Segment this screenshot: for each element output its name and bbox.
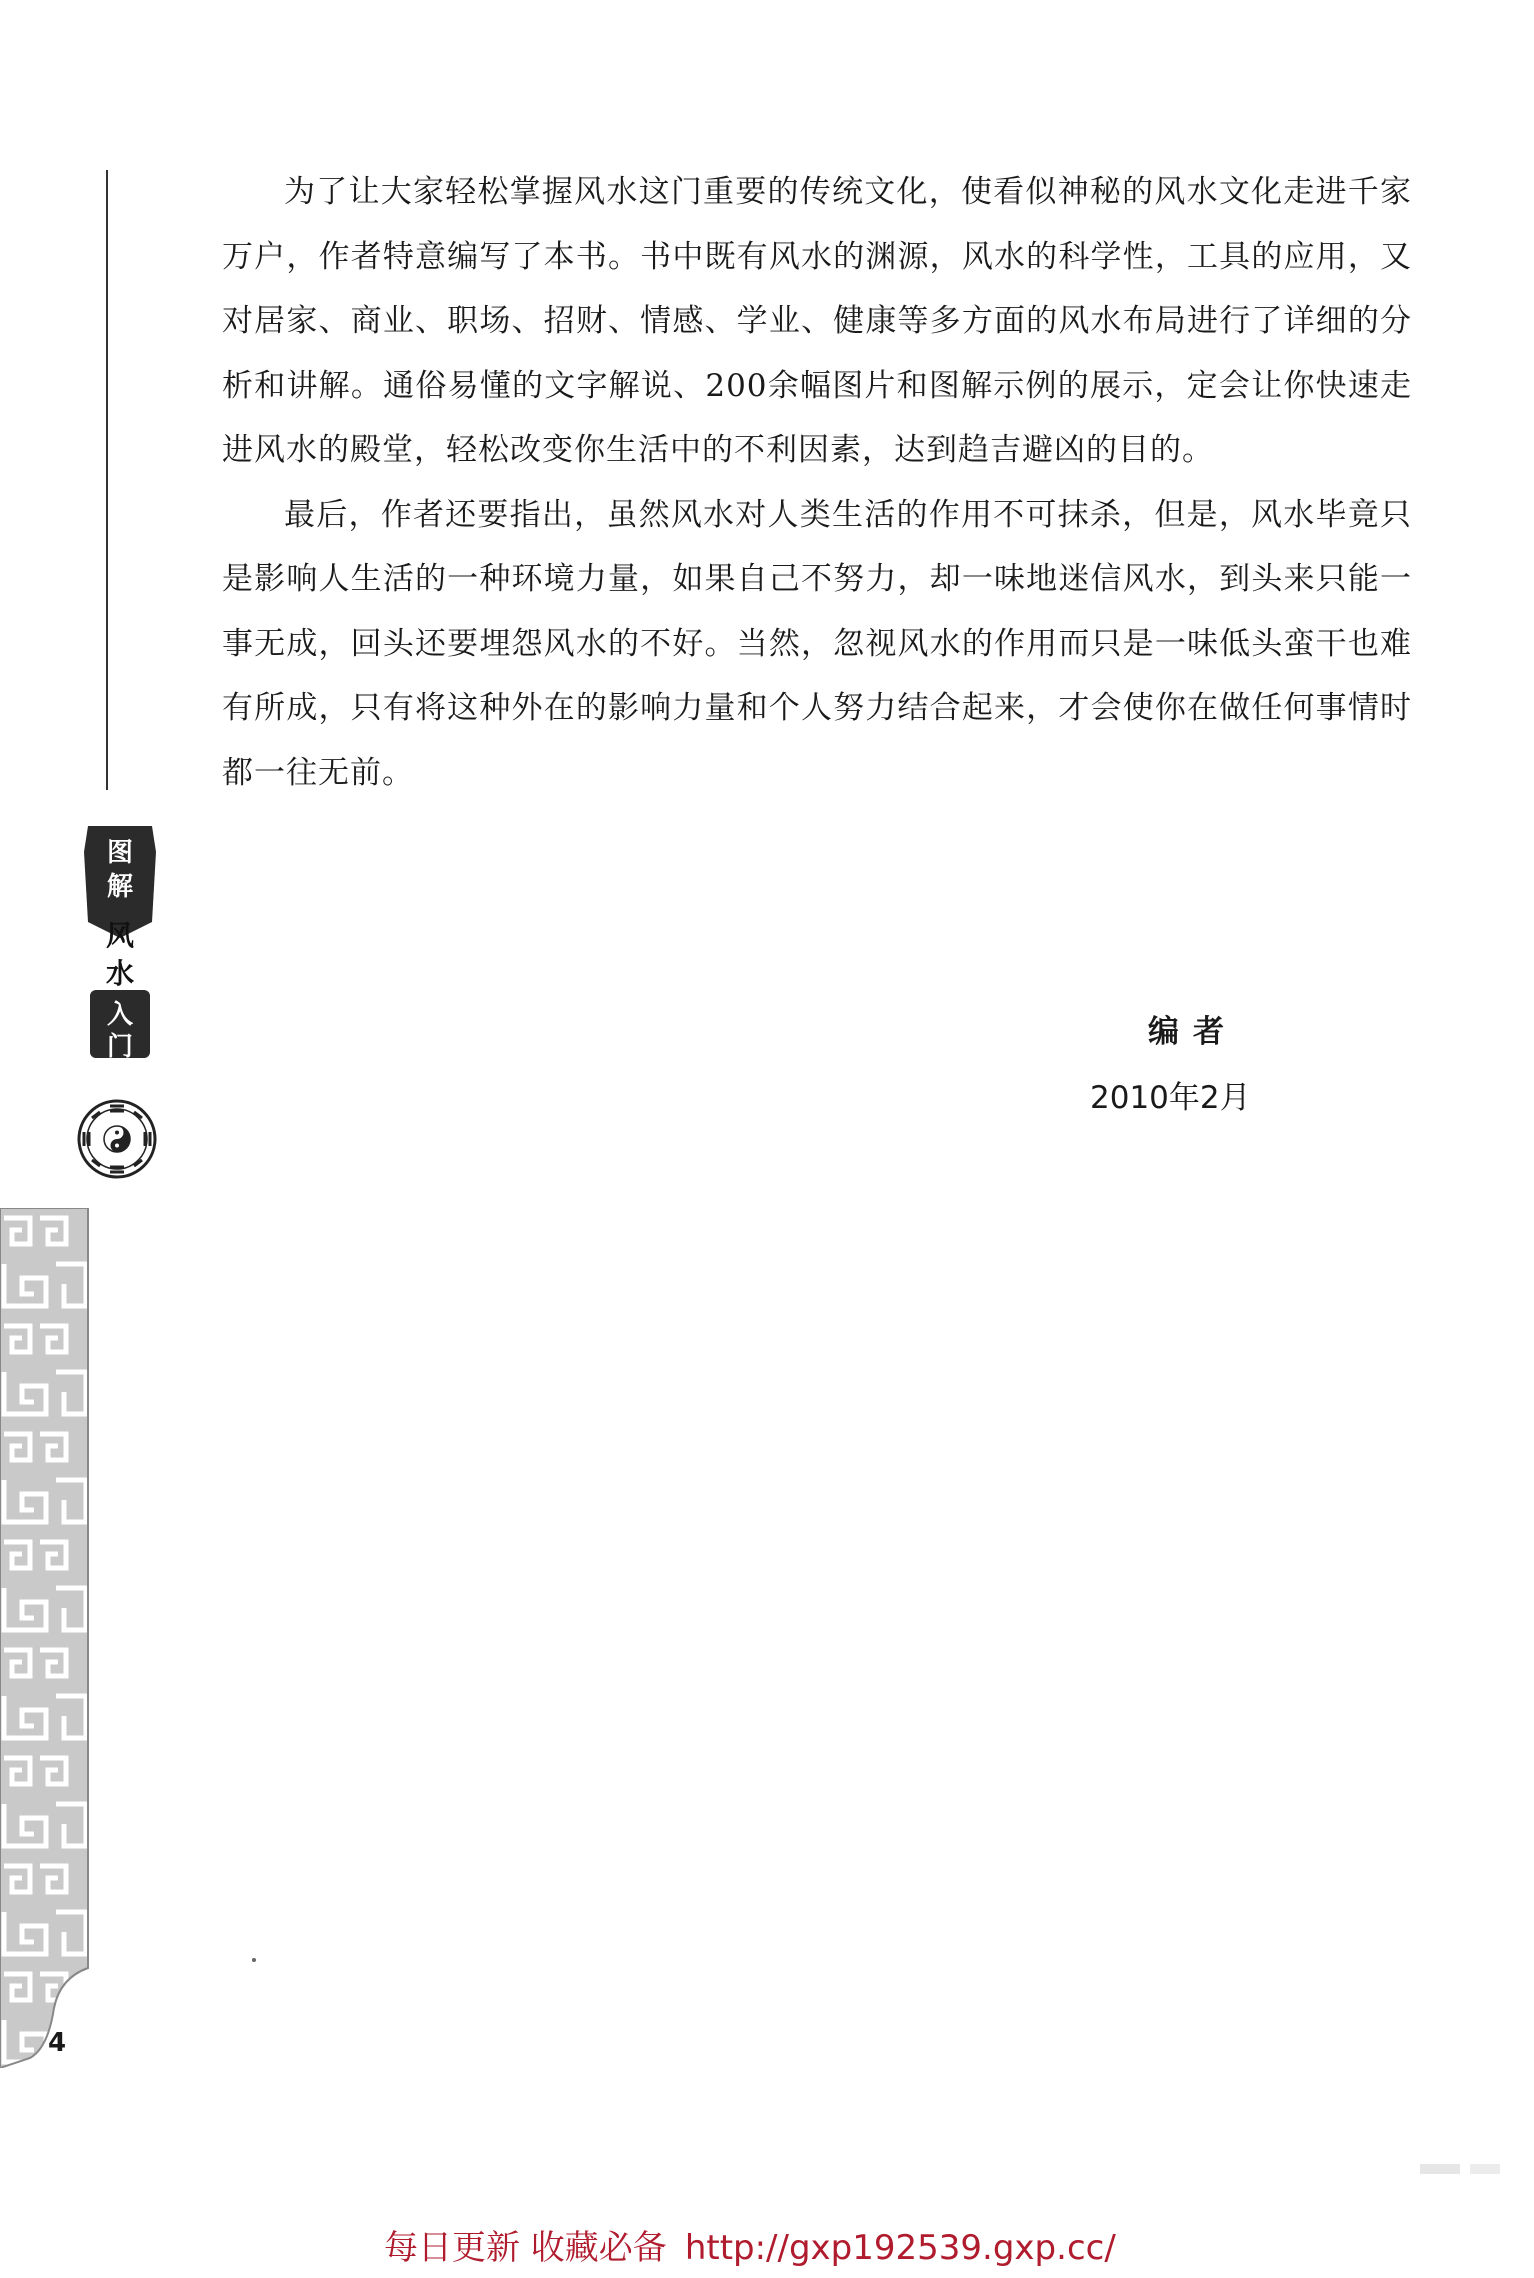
signature-author: 编者 <box>1148 1014 1238 1050</box>
title-char-6: 门 <box>106 1032 133 1062</box>
signature-date: 2010年2月 <box>1090 1080 1251 1116</box>
watermark-slogan: 每日更新 收藏必备 <box>384 2228 667 2268</box>
page-number: 4 <box>48 2028 67 2058</box>
paragraph-1: 为了让大家轻松掌握风水这门重要的传统文化，使看似神秘的风水文化走进千家万户，作者特意编写了本书。书中既有风水的渊源，风水的科学性，工具的应用，又对居家、商业、职场、招财、情感、学业、健康等多方面的风水布局进行了详细的分析和讲解。通俗易懂的文字解说、200余幅图片和图解示例的展示，定会让你快速走进风水的殿堂，轻松改变你生活中的不利因素，达到趋吉避凶的目的。 <box>222 174 1412 468</box>
fret-pattern-border <box>0 1208 90 2068</box>
bagua-icon <box>76 1098 158 1180</box>
paragraph-2: 最后，作者还要指出，虽然风水对人类生活的作用不可抹杀，但是，风水毕竟只是影响人生活的一种环境力量，如果自己不努力，却一味地迷信风水，到头来只能一事无成，回头还要埋怨风水的不好。当然，忽视风水的作用而只是一味低头蛮干也难有所成，只有将这种外在的影响力量和个人努力结合起来，才会使你在做任何事情时都一往无前。 <box>222 496 1412 791</box>
title-char-5: 入 <box>106 1000 133 1030</box>
title-char-2: 解 <box>106 872 133 902</box>
title-char-4: 水 <box>105 957 134 990</box>
watermark-url[interactable]: http://gxp192539.gxp.cc/ <box>684 2228 1116 2268</box>
corner-scan-mark <box>1420 2160 1510 2178</box>
title-char-3: 风 <box>105 919 134 952</box>
preface-body <box>222 160 1412 805</box>
watermark <box>384 2220 1116 2269</box>
title-char-1: 图 <box>106 838 133 868</box>
margin-rule <box>106 170 108 790</box>
print-speck <box>252 1958 256 1962</box>
book-title-badge <box>80 822 160 1062</box>
